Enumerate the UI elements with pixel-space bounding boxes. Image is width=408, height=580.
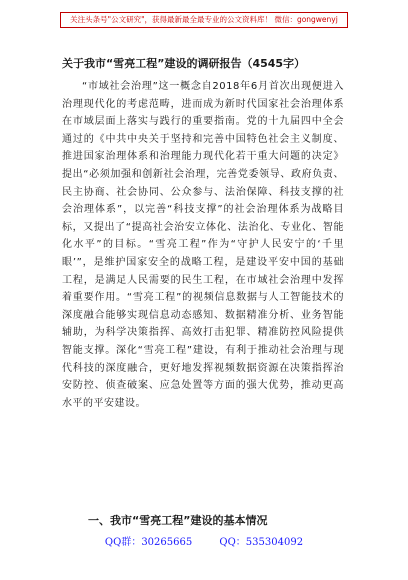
contact-footer	[0, 536, 408, 550]
promo-banner: 关注头条号"公文研究"，获得最新最全最专业的公文资料库！ 微信：gongwenyj	[60, 12, 348, 28]
section-heading: 一、我市“雪亮工程”建设的基本情况	[88, 514, 268, 527]
document-title: 关于我市“雪亮工程”建设的调研报告（4545字）	[62, 57, 306, 70]
qq-label: QQ：535304092	[219, 537, 304, 548]
body-paragraph: “市域社会治理”这一概念自2018年6月首次出现便进入治理现代化的考虑范畴，进而成为新时代国家社会治理体系在市域层面上落实与践行的重要指南。党的十九届四中全会通过的《中共中央关于坚持和完善中国特色社会主义制度、推进国家治理体系和治理能力现代化若干重大问题的决定》提出“必须加强和创新社会治理，完善党委领导、政府负责、民主协商、社会协同、公众参与、法治保障、科技支撑的社会治理体系”，以完善“科技支撑”的社会治理体系为战略目标，又提出了“提高社会治安立体化、法治化、专业化、智能化水平”的目标。“雪亮工程”作为“守护人民安宁的‘千里眼’”，是维护国家安全的战略工程，是建设平安中国的基础工程，是满足人民需要的民生工程，在市域社会治理中发挥着重要作用。“雪亮工程”的视频信息数据与人工智能技术的深度融合能够实现信息动态感知、数据精准分析、业务智能辅助，为科学决策指挥、高效打击犯罪、精准防控风险提供智能支撑。深化“雪亮工程”建设，有利于推动社会治理与现代科技的深度融合，更好地发挥视频数据资源在决策指挥治安防控、侦查破案、应急处置等方面的强大优势，推动更高水平的平安建设。	[62, 81, 344, 409]
qq-group-label: QQ群：30265665	[104, 537, 193, 548]
